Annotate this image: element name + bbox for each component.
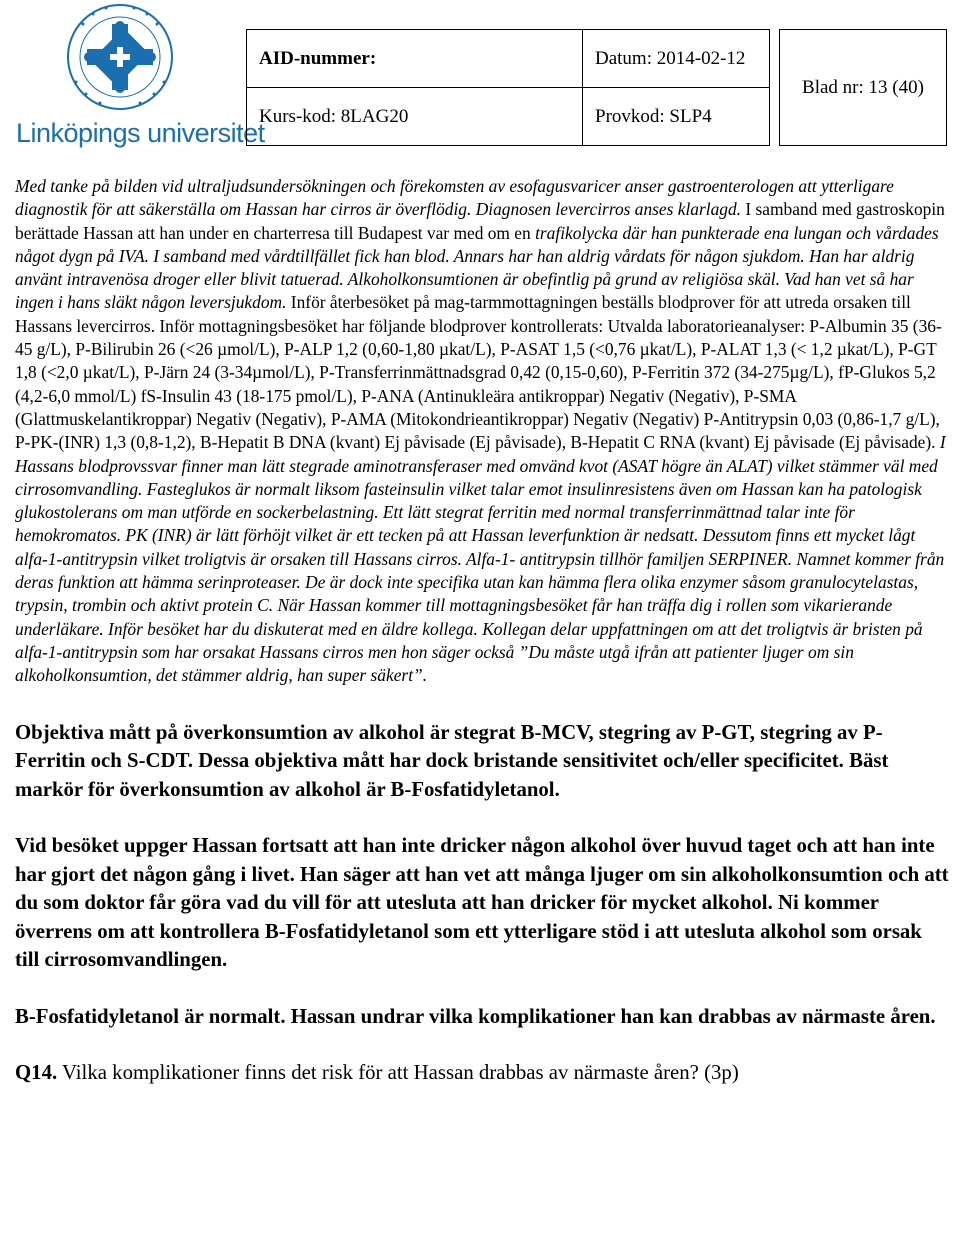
case-text-italic-1: Med tanke på bilden vid ultraljudsundersökningen och förekomsten av esofagusvaricer anser gastroenterologen att ytterligare diagnostik för att säkerställa om Hassan har cirros är överflödig. Diagnosen levercirros anses klarlagd.	[15, 176, 894, 220]
visit-paragraph: Vid besöket uppger Hassan fortsatt att han inte dricker någon alkohol över huvud taget och att han inte har gjort det någon gång i livet. Han säger att han vet att många ljuger om sin alkoholkonsumtion och att du som doktor får göra vad du vill för att utesluta att han dricker för mycket alkohol. Ni kommer överrens om att kontrollera B-Fosfatidyletanol som ett ytterligare stöd i att utesluta alkohol som orsak till cirrosomvandlingen.	[15, 834, 949, 972]
aid-number-label: AID-nummer:	[247, 30, 583, 88]
alcohol-markers-paragraph: Objektiva mått på överkonsumtion av alkohol är stegrat B-MCV, stegring av P-GT, stegring av P-Ferritin och S-CDT. Dessa objektiva mått har dock bristande sensitivitet och/eller specificitet. Bäst markör för överkonsumtion av alkohol är B-Fosfatidyletanol.	[15, 720, 889, 801]
page-header	[0, 0, 960, 160]
course-code-cell: Kurs-kod: 8LAG20	[247, 88, 583, 146]
result-paragraph: B-Fosfatidyletanol är normalt. Hassan undrar vilka komplikationer han kan drabbas av närmaste åren.	[15, 1004, 936, 1028]
date-cell: Datum: 2014-02-12	[583, 30, 770, 88]
lab-results-text: Inför återbesöket på mag-tarmmottagningen beställs blodprover för att utreda orsaken till Hassans levercirros. Inför mottagningsbesöket har följande blodprover kontrollerats: Utvalda laboratorieanalyser: P-Albumin 35 (36-45 g/L), P-Bilirubin 26 (<26 µmol/L), P-ALP 1,2 (0,60-1,80 µkat/L), P-ASAT 1,5 (<0,76 µkat/L), P-ALAT 1,3 (< 1,2 µkat/L), P-GT 1,8 (<2,0 µkat/L), P-Järn 24 (3-34µmol/L), P-Transferrinmättnadsgrad 0,42 (0,15-0,60), P-Ferritin 372 (34-275µg/L), fP-Glukos 5,2 (4,2-6,0 mmol/L) fS-Insulin 43 (18-175 pmol/L), P-ANA (Antinukleära antikroppar) Negativ (Negativ), P-SMA (Glattmuskelantikroppar) Negativ (Negativ), P-AMA (Mitokondrieantikroppar) Negativ (Negativ) P-Antitrypsin 0,03 (0,86-1,7 g/L), P-PK-(INR) 1,3 (0,8-1,2), B-Hepatit B DNA (kvant) Ej påvisade (Ej påvisade), B-Hepatit C RNA (kvant) Ej påvisade (Ej påvisade).	[15, 292, 942, 453]
question-14	[15, 1059, 950, 1087]
case-text-normal-1: I samband med gastroskopin berättade Hassan att han under en charterresa till Budapest var med om en	[15, 199, 945, 243]
question-text: Vilka komplikationer finns det risk för att Hassan drabbas av närmaste åren? (3p)	[57, 1061, 739, 1085]
question-number: Q14.	[15, 1061, 58, 1085]
document-body	[15, 175, 950, 1087]
university-logo	[8, 2, 265, 157]
case-text-italic-3: I Hassans blodprovssvar finner man lätt stegrade aminotransferaser med omvänd kvot (ASAT högre än ALAT) vilket stämmer väl med cirrosomvandling. Fasteglukos är normalt liksom fasteinsulin vilket talar emot insulinresistens även om Hassan kan ha patologisk glukostolerans om man utförde en sockerbelastning. Ett lätt stegrat ferritin med normal transferrinmättnad talar inte för hemokromatos. PK (INR) är lätt förhöjt vilket är ett tecken på att Hassan leverfunktion är nedsatt. Dessutom finns ett mycket lågt alfa-1-antitrypsin vilket troligtvis är orsaken till Hassans cirros. Alfa-1- antitrypsin tillhör familjen SERPINER. Namnet kommer från deras funktion att hämma serinproteaser. De är dock inte specifika utan kan hämma flera olika enzymer såsom granulocytelastas, trypsin, trombin och aktivt protein C. När Hassan kommer till mottagningsbesöket får han träffa dig i rollen som vikarierande underläkare. Inför besöket har du diskuterat med en äldre kollega. Kollegan delar uppfattningen om att det troligtvis är bristen på alfa-1-antitrypsin som har orsakat Hassans cirros men hon säger också ”Du måste utgå ifrån att patienter ljuger om sin alkoholkonsumtion, det stämmer aldrig, han super säkert”.	[15, 432, 946, 686]
case-text-italic-2: trafikolycka där han punkterade ena lungan och vårdades något dygn på IVA. I samband med vårdtillfället fick han blod. Annars har han aldrig vårdats för någon sjukdom. Han har aldrig använt intravenösa droger eller blivit tatuerad. Alkoholkonsumtionen är obefintlig på grund av religiösa skäl. Vad han vet så har ingen i hans släkt någon leversjukdom.	[15, 222, 939, 313]
table-gap	[770, 30, 780, 146]
logo-wordmark: Linköpings universitet	[16, 118, 265, 148]
page-number-cell: Blad nr: 13 (40)	[780, 30, 947, 146]
case-paragraph	[15, 175, 950, 688]
header-info-table	[246, 29, 947, 146]
university-seal-icon	[8, 2, 238, 117]
exam-code-cell: Provkod: SLP4	[583, 88, 770, 146]
